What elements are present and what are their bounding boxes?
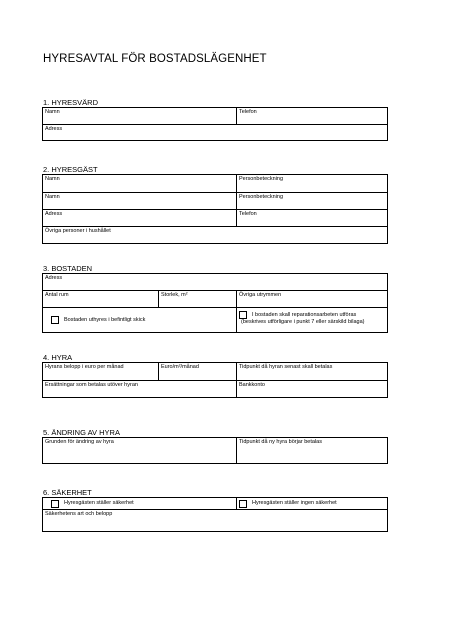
rent-per-m2-field[interactable]: Euro/m²/månad <box>158 363 236 380</box>
document-title: HYRESAVTAL FÖR BOSTADSLÄGENHET <box>43 53 267 65</box>
section-heading-security: 6. SÄKERHET <box>43 488 92 497</box>
bank-account-field[interactable]: Bankkonto <box>236 381 387 397</box>
section-heading-rent-change: 5. ÄNDRING AV HYRA <box>43 428 120 437</box>
gives-security-checkbox[interactable] <box>51 500 59 508</box>
no-security-checkbox[interactable] <box>239 500 247 508</box>
dwelling-address-field[interactable]: Adress <box>45 275 63 281</box>
as-is-checkbox[interactable] <box>51 316 59 324</box>
change-basis-field[interactable]: Grunden för ändring av hyra <box>45 439 114 445</box>
no-security-label: Hyresgästen ställer ingen säkerhet <box>252 500 337 507</box>
monthly-rent-field[interactable]: Hyrans belopp i euro per månad <box>45 364 124 370</box>
landlord-address-field[interactable]: Adress <box>45 126 63 132</box>
repairs-note: (beskrives utförligare i punkt 7 eller särskild bilaga) <box>241 319 365 325</box>
security-kind-amount-field[interactable]: Säkerhetens art och belopp <box>45 511 113 517</box>
tenant-name-1-field[interactable]: Namn <box>45 176 60 182</box>
section-heading-dwelling: 3. BOSTADEN <box>43 264 93 273</box>
size-field[interactable]: Storlek, m² <box>158 291 236 307</box>
tenant-id-2-field[interactable]: Personbeteckning <box>236 193 387 209</box>
rent-table <box>42 362 388 398</box>
tenant-id-1-field[interactable]: Personbeteckning <box>236 175 387 192</box>
security-table <box>42 497 388 532</box>
gives-security-label: Hyresgästen ställer säkerhet <box>64 500 134 507</box>
payment-due-field[interactable]: Tidpunkt då hyran senast skall betalas <box>236 363 387 380</box>
landlord-table <box>42 107 388 141</box>
landlord-name-field[interactable]: Namn <box>45 109 60 115</box>
tenant-name-2-field[interactable]: Namn <box>45 194 60 200</box>
rent-change-table <box>42 437 388 464</box>
section-heading-landlord: 1. HYRESVÄRD <box>43 98 99 107</box>
gives-security-option[interactable] <box>43 498 236 509</box>
new-rent-start-field[interactable]: Tidpunkt då ny hyra börjar betalas <box>236 438 387 463</box>
tenant-address-field[interactable]: Adress <box>45 211 63 217</box>
no-security-option[interactable] <box>236 498 387 509</box>
repairs-option[interactable] <box>236 308 387 332</box>
section-heading-tenant: 2. HYRESGÄST <box>43 165 98 174</box>
repairs-checkbox[interactable] <box>239 311 247 319</box>
room-count-field[interactable]: Antal rum <box>45 292 69 298</box>
tenant-phone-field[interactable]: Telefon <box>236 210 387 226</box>
household-members-field[interactable]: Övriga personer i hushållet <box>45 228 111 234</box>
as-is-option[interactable] <box>43 308 236 332</box>
repairs-label: I bostaden skall reparationsarbeten utföras <box>252 311 357 318</box>
tenant-table <box>42 174 388 244</box>
section-heading-rent: 4. HYRA <box>43 353 73 362</box>
extra-charges-field[interactable]: Ersättningar som betalas utöver hyran <box>45 382 138 388</box>
as-is-label: Bostaden uthyres i befintligt skick <box>64 316 146 323</box>
landlord-phone-field[interactable]: Telefon <box>236 108 387 124</box>
dwelling-table <box>42 273 388 333</box>
other-spaces-field[interactable]: Övriga utrymmen <box>236 291 387 307</box>
